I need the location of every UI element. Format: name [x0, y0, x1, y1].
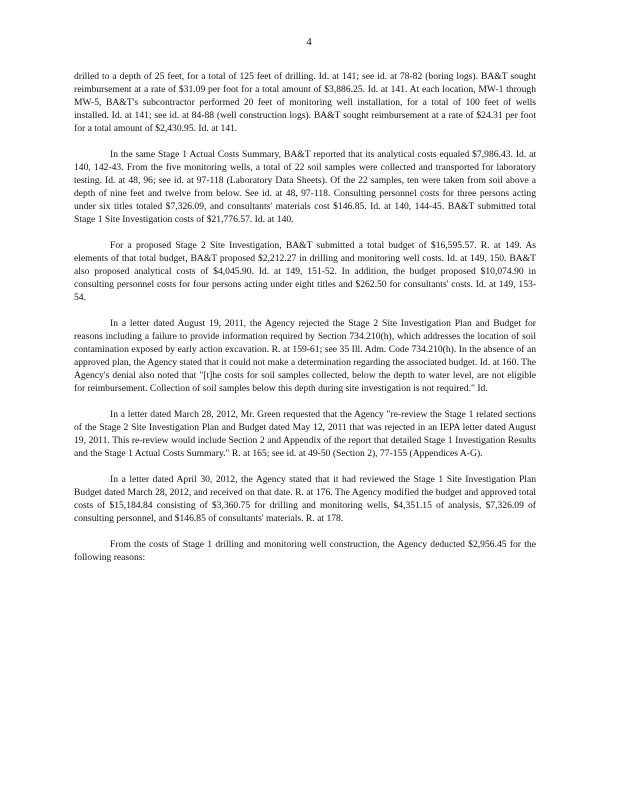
paragraph-august-rejection: In a letter dated August 19, 2011, the Agency rejected the Stage 2 Site Investigation Plan and Budget for reasons including a failure to provide information required by Section 734.210(h), which addresses the location of soil contamination exposed by early action excavation. R. at 159-61; see 35 Ill. Adm. Code 734.210(h). In the absence of an approved plan, the Agency stated that it could not make a determination regarding the associated budget. Id. at 160. The Agency's denial also noted that "[t]he costs for soil samples collected, below the depth to water level, are not eligible for reimbursement. Collection of soil samples below this depth during site investigation is not required." Id. [74, 318, 536, 394]
paragraph-march-request: In a letter dated March 28, 2012, Mr. Green requested that the Agency "re-review the Stage 1 related sections of the Stage 2 Site Investigation Plan and Budget dated May 12, 2011 that was rejected in an IEPA letter dated August 19, 2011. This re-review would include Section 2 and Appendix of the report that detailed Stage 1 Investigation Results and the Stage 1 Actual Costs Summary." R. at 165; see id. at 49-50 (Section 2), 77-155 (Appendices A-G). [74, 409, 536, 459]
paragraph-analytical-costs: In the same Stage 1 Actual Costs Summary, BA&T reported that its analytical costs equaled $7,986.43. Id. at 140, 142-43. From the five monitoring wells, a total of 22 soil samples were collected and transported for laboratory testing. Id. at 48, 96; see id. at 97-118 (Laboratory Data Sheets). Of the 22 samples, ten were taken from soil above a depth of nine feet and twelve from below. See id. at 48, 97-118. Consulting personnel costs for three persons acting under six titles totaled $7,326.09, and consultants' materials cost $146.85. Id. at 140, 144-45. BA&T submitted total Stage 1 Site Investigation costs of $21,776.57. Id. at 140. [74, 149, 536, 225]
paragraph-april-approval: In a letter dated April 30, 2012, the Agency stated that it had reviewed the Stage 1 Site Investigation Plan Budget dated March 28, 2012, and received on that date. R. at 176. The Agency modified the budget and approved total costs of $15,184.84 consisting of $3,360.75 for drilling and monitoring wells, $4,351.15 of analysis, $7,326.09 of consulting personnel, and $146.85 of consultants' materials. R. at 178. [74, 474, 536, 524]
paragraph-deduction: From the costs of Stage 1 drilling and monitoring well construction, the Agency deducted $2,956.45 for the following reasons: [74, 539, 536, 563]
page-number: 4 [306, 36, 312, 48]
paragraph-drilling-continuation: drilled to a depth of 25 feet, for a total of 125 feet of drilling. Id. at 141; see id. at 78-82 (boring logs). BA&T sought reimbursement at a rate of $31.09 per foot for a total amount of $3,886.25. Id. at 141. At each location, MW-1 through MW-5, BA&T's subcontractor performed 20 feet of monitoring well installation, for a total of 100 feet of wells installed. Id. at 141; see id. at 84-88 (well construction logs). BA&T sought reimbursement at a rate of $24.31 per foot for a total amount of $2,430.95. Id. at 141. [74, 71, 536, 134]
document-body [74, 70, 536, 577]
paragraph-stage-2-budget: For a proposed Stage 2 Site Investigation, BA&T submitted a total budget of $16,595.57. R. at 149. As elements of that total budget, BA&T proposed $2,212.27 in drilling and monitoring well costs. Id. at 149, 150. BA&T also proposed analytical costs of $4,045.90. Id. at 149, 151-52. In addition, the budget proposed $10,074.90 in consulting personnel costs for four persons acting under eight titles and $262.50 for consultants' costs. Id. at 149, 153-54. [74, 240, 536, 303]
